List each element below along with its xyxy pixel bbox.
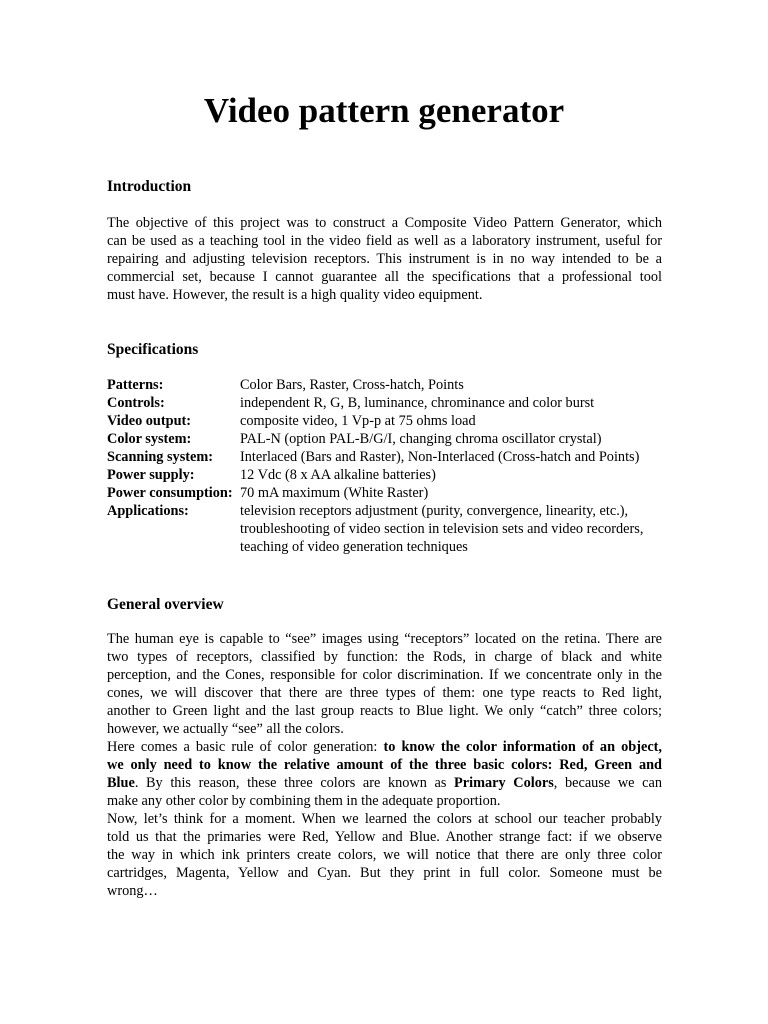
spec-label: Power consumption:: [107, 485, 233, 501]
paragraph-line: however, we actually “see” all the colors.: [107, 721, 344, 737]
paragraph-line: another to Green light and the last group reacts to Blue light. We only “catch” three colors;: [107, 703, 662, 719]
emphasis-text: we only need to know the relative amount of the three basic colors: Red, Green and: [107, 757, 662, 773]
paragraph-line: repairing and adjusting television receptors. This instrument is in no way intended to be a: [107, 251, 662, 267]
spec-row-applications: [107, 502, 667, 556]
spec-value-line: composite video, 1 Vp-p at 75 ohms load: [240, 413, 476, 429]
specifications-list: [107, 376, 667, 556]
spec-label: Scanning system:: [107, 449, 214, 465]
overview-paragraph-1: [107, 630, 662, 738]
specifications-heading: Specifications: [107, 341, 199, 358]
paragraph-line: can be used as a teaching tool in the video field as well as a laboratory instrument, useful for: [107, 233, 662, 249]
spec-row-video-output: [107, 412, 667, 430]
spec-value: [240, 376, 667, 394]
spec-label: Patterns:: [107, 377, 164, 393]
spec-row-patterns: [107, 376, 667, 394]
spec-value-line: 70 mA maximum (White Raster): [240, 485, 429, 501]
introduction-heading: Introduction: [107, 178, 192, 195]
spec-value-line: troubleshooting of video section in television sets and video recorders,: [240, 521, 644, 537]
spec-row-power-supply: [107, 466, 667, 484]
spec-value: [240, 412, 667, 430]
emphasis-text: Blue: [107, 775, 135, 791]
overview-paragraph-2: [107, 738, 662, 810]
overview-paragraph-3: [107, 810, 662, 900]
paragraph-line: Now, let’s think for a moment. When we learned the colors at school our teacher probably: [107, 811, 662, 827]
spec-label: Controls:: [107, 395, 165, 411]
spec-row-scanning-system: [107, 448, 667, 466]
paragraph-line: [107, 774, 662, 792]
paragraph-line: wrong…: [107, 883, 158, 899]
spec-value-line: teaching of video generation techniques: [240, 539, 468, 555]
spec-value-line: 12 Vdc (8 x AA alkaline batteries): [240, 467, 436, 483]
spec-label: Applications:: [107, 503, 189, 519]
introduction-paragraph: [107, 214, 662, 304]
paragraph-line: commercial set, because I cannot guarantee all the specifications that a professional tool: [107, 269, 662, 285]
spec-label: Color system:: [107, 431, 192, 447]
paragraph-line: The human eye is capable to “see” images using “receptors” located on the retina. There are: [107, 631, 662, 647]
paragraph-line: [107, 756, 662, 774]
spec-value: [240, 484, 667, 502]
document-title: Video pattern generator: [203, 91, 565, 130]
spec-value-line: television receptors adjustment (purity, convergence, linearity, etc.),: [240, 503, 629, 519]
paragraph-line: must have. However, the result is a high quality video equipment.: [107, 287, 483, 303]
spec-value-line: Interlaced (Bars and Raster), Non-Interlaced (Cross-hatch and Points): [240, 449, 640, 465]
spec-value-line: independent R, G, B, luminance, chrominance and color burst: [240, 395, 595, 411]
emphasis-text: to know the color information of an object,: [383, 739, 662, 755]
spec-row-controls: [107, 394, 667, 412]
paragraph-text: . By this reason, these three colors are known as: [134, 775, 455, 791]
spec-value: [240, 466, 667, 484]
spec-value: [240, 448, 667, 466]
primary-colors-term: Primary Colors: [454, 775, 554, 791]
paragraph-text: Here comes a basic rule of color generation:: [107, 739, 384, 755]
spec-row-color-system: [107, 430, 667, 448]
spec-value-line: Color Bars, Raster, Cross-hatch, Points: [240, 377, 464, 393]
paragraph-line: perception, and the Cones, responsible for color discrimination. If we concentrate only in the: [107, 667, 662, 683]
overview-heading: General overview: [107, 596, 224, 613]
spec-value: [240, 502, 667, 556]
paragraph-line: The objective of this project was to construct a Composite Video Pattern Generator, which: [107, 215, 662, 231]
paragraph-text: , because we can: [553, 775, 662, 791]
spec-row-power-consumption: [107, 484, 667, 502]
spec-value: [240, 430, 667, 448]
paragraph-line: two types of receptors, classified by function: the Rods, in charge of black and white: [107, 649, 662, 665]
paragraph-line: cones, we will discover that there are three types of them: one type reacts to Red light,: [107, 685, 662, 701]
paragraph-line: cartridges, Magenta, Yellow and Cyan. But they print in full color. Someone must be: [107, 865, 662, 881]
spec-label: Video output:: [107, 413, 192, 429]
spec-label: Power supply:: [107, 467, 195, 483]
paragraph-line: [107, 738, 662, 756]
paragraph-line: the way in which ink printers create colors, we will notice that there are only three color: [107, 847, 662, 863]
spec-value: [240, 394, 667, 412]
paragraph-line: make any other color by combining them in the adequate proportion.: [107, 793, 501, 809]
paragraph-line: told us that the primaries were Red, Yellow and Blue. Another strange fact: if we observe: [107, 829, 662, 845]
spec-value-line: PAL-N (option PAL-B/G/I, changing chroma oscillator crystal): [240, 431, 602, 447]
